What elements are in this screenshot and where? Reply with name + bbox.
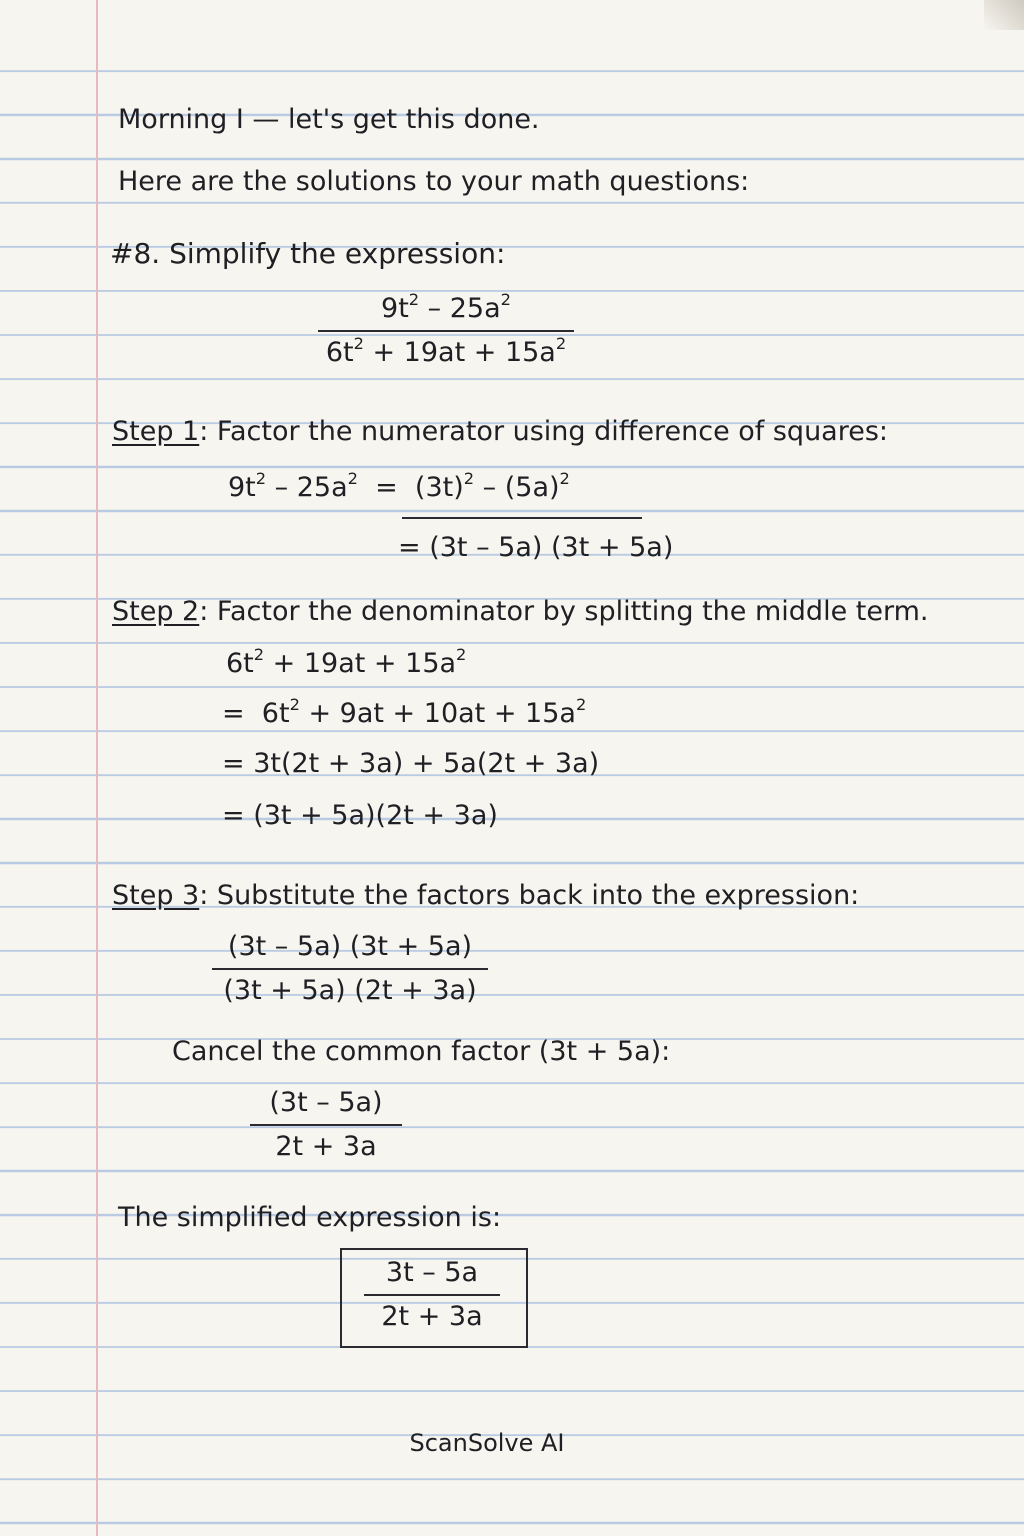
step3-heading (112, 880, 859, 912)
cancel-text: Cancel the common factor (3t + 5a): (172, 1036, 671, 1067)
greeting: Morning I — let's get this done. (118, 104, 540, 135)
margin-line (96, 0, 98, 1536)
step1-label: Step 1 (112, 416, 200, 447)
cancel-fraction (250, 1086, 402, 1164)
cancel-numerator: (3t – 5a) (269, 1087, 383, 1118)
step2-text: : Factor the denominator by splitting the middle term. (199, 596, 929, 627)
step3-fraction (212, 930, 488, 1008)
step2-line4: = (3t + 5a)(2t + 3a) (222, 800, 498, 831)
step1-line2: = (3t – 5a) (3t + 5a) (398, 532, 674, 563)
step3-label: Step 3 (112, 880, 200, 911)
page-corner-shadow (984, 0, 1024, 30)
step3-denominator: (3t + 5a) (2t + 3a) (223, 975, 477, 1006)
cancel-denominator: 2t + 3a (275, 1131, 377, 1162)
step1-line1: $9t^2 - 25a^2 = (3t)^2 - (5a)^2$ (228, 468, 570, 503)
step2-line1: $6t^2 + 19at + 15a^2$ (226, 644, 467, 679)
step2-line3: = 3t(2t + 3a) + 5a(2t + 3a) (222, 748, 600, 779)
step2-heading (112, 596, 928, 628)
step1-heading (112, 416, 888, 448)
problem-fraction (318, 289, 574, 370)
fraction-bar (364, 1294, 500, 1296)
problem-label: #8. Simplify the expression: (110, 237, 506, 270)
result-label: The simplified expression is: (118, 1202, 502, 1233)
result-numerator: 3t – 5a (385, 1257, 479, 1288)
footer-brand: ScanSolve AI (409, 1429, 565, 1457)
fraction-bar (318, 330, 574, 332)
step3-text: : Substitute the factors back into the expression: (199, 880, 860, 911)
problem-numerator: $9t^2 - 25a^2$ (381, 289, 511, 324)
result-fraction (364, 1256, 500, 1334)
intro-text: Here are the solutions to your math questions: (118, 166, 750, 197)
step2-label: Step 2 (112, 596, 200, 627)
result-denominator: 2t + 3a (381, 1301, 483, 1332)
fraction-bar (212, 968, 488, 970)
step1-text: : Factor the numerator using difference of squares: (199, 416, 889, 447)
step1-underline (402, 517, 642, 519)
step3-numerator: (3t – 5a) (3t + 5a) (227, 931, 473, 962)
step2-line2: = $6t^2 + 9at + 10at + 15a^2$ (222, 694, 587, 729)
problem-denominator: $6t^2 + 19at + 15a^2$ (325, 333, 567, 368)
fraction-bar (250, 1124, 402, 1126)
